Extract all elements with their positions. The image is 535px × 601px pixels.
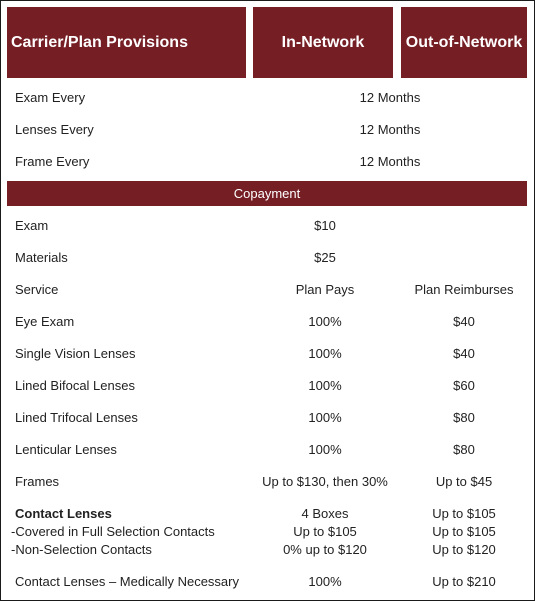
row-in-network: 100% bbox=[308, 574, 342, 589]
row-label: Lenticular Lenses bbox=[15, 442, 117, 457]
row-in-network: 100% bbox=[308, 442, 342, 457]
row-out-of-network: Up to $210 bbox=[432, 574, 496, 589]
row-label: Service bbox=[15, 282, 59, 297]
row-in-network: 4 Boxes bbox=[301, 506, 349, 521]
row-out-of-network: Up to $45 bbox=[435, 474, 493, 489]
row-label: Lined Bifocal Lenses bbox=[15, 378, 135, 393]
row-out-of-network: $40 bbox=[453, 314, 475, 329]
row-out-of-network: $40 bbox=[453, 346, 475, 361]
row-value: 12 Months bbox=[359, 122, 421, 137]
row-in-network: $25 bbox=[314, 250, 336, 265]
row-label: -Non-Selection Contacts bbox=[11, 542, 152, 557]
row-label: -Covered in Full Selection Contacts bbox=[11, 524, 215, 539]
row-in-network: 100% bbox=[308, 410, 342, 425]
row-in-network: 0% up to $120 bbox=[283, 542, 367, 557]
row-in-network: $10 bbox=[314, 218, 336, 233]
row-in-network: 100% bbox=[308, 314, 342, 329]
row-label: Contact Lenses – Medically Necessary bbox=[15, 574, 239, 589]
copayment-band: Copayment bbox=[7, 181, 527, 206]
row-label: Contact Lenses bbox=[15, 506, 112, 521]
header-carrier-plan-provisions: Carrier/Plan Provisions bbox=[7, 7, 246, 78]
row-out-of-network: Up to $105 bbox=[432, 506, 496, 521]
row-out-of-network: $80 bbox=[453, 442, 475, 457]
row-value: 12 Months bbox=[359, 90, 421, 105]
row-out-of-network: Up to $120 bbox=[432, 542, 496, 557]
row-in-network: Up to $105 bbox=[293, 524, 357, 539]
row-label: Lined Trifocal Lenses bbox=[15, 410, 138, 425]
row-out-of-network: Up to $105 bbox=[432, 524, 496, 539]
header-out-of-network: Out-of-Network bbox=[401, 7, 527, 78]
row-out-of-network: $80 bbox=[453, 410, 475, 425]
row-label: Lenses Every bbox=[15, 122, 94, 137]
row-label: Exam Every bbox=[15, 90, 86, 105]
row-in-network: 100% bbox=[308, 378, 342, 393]
row-label: Frame Every bbox=[15, 154, 90, 169]
row-value: 12 Months bbox=[359, 154, 421, 169]
row-label: Exam bbox=[15, 218, 49, 233]
row-label: Frames bbox=[15, 474, 60, 489]
row-out-of-network: Plan Reimburses bbox=[414, 282, 514, 297]
row-out-of-network: $60 bbox=[453, 378, 475, 393]
row-in-network: Plan Pays bbox=[295, 282, 355, 297]
row-in-network: 100% bbox=[308, 346, 342, 361]
row-label: Single Vision Lenses bbox=[15, 346, 136, 361]
row-label: Materials bbox=[15, 250, 68, 265]
row-label: Eye Exam bbox=[15, 314, 75, 329]
header-in-network: In-Network bbox=[253, 7, 393, 78]
row-in-network: Up to $130, then 30% bbox=[262, 474, 388, 489]
